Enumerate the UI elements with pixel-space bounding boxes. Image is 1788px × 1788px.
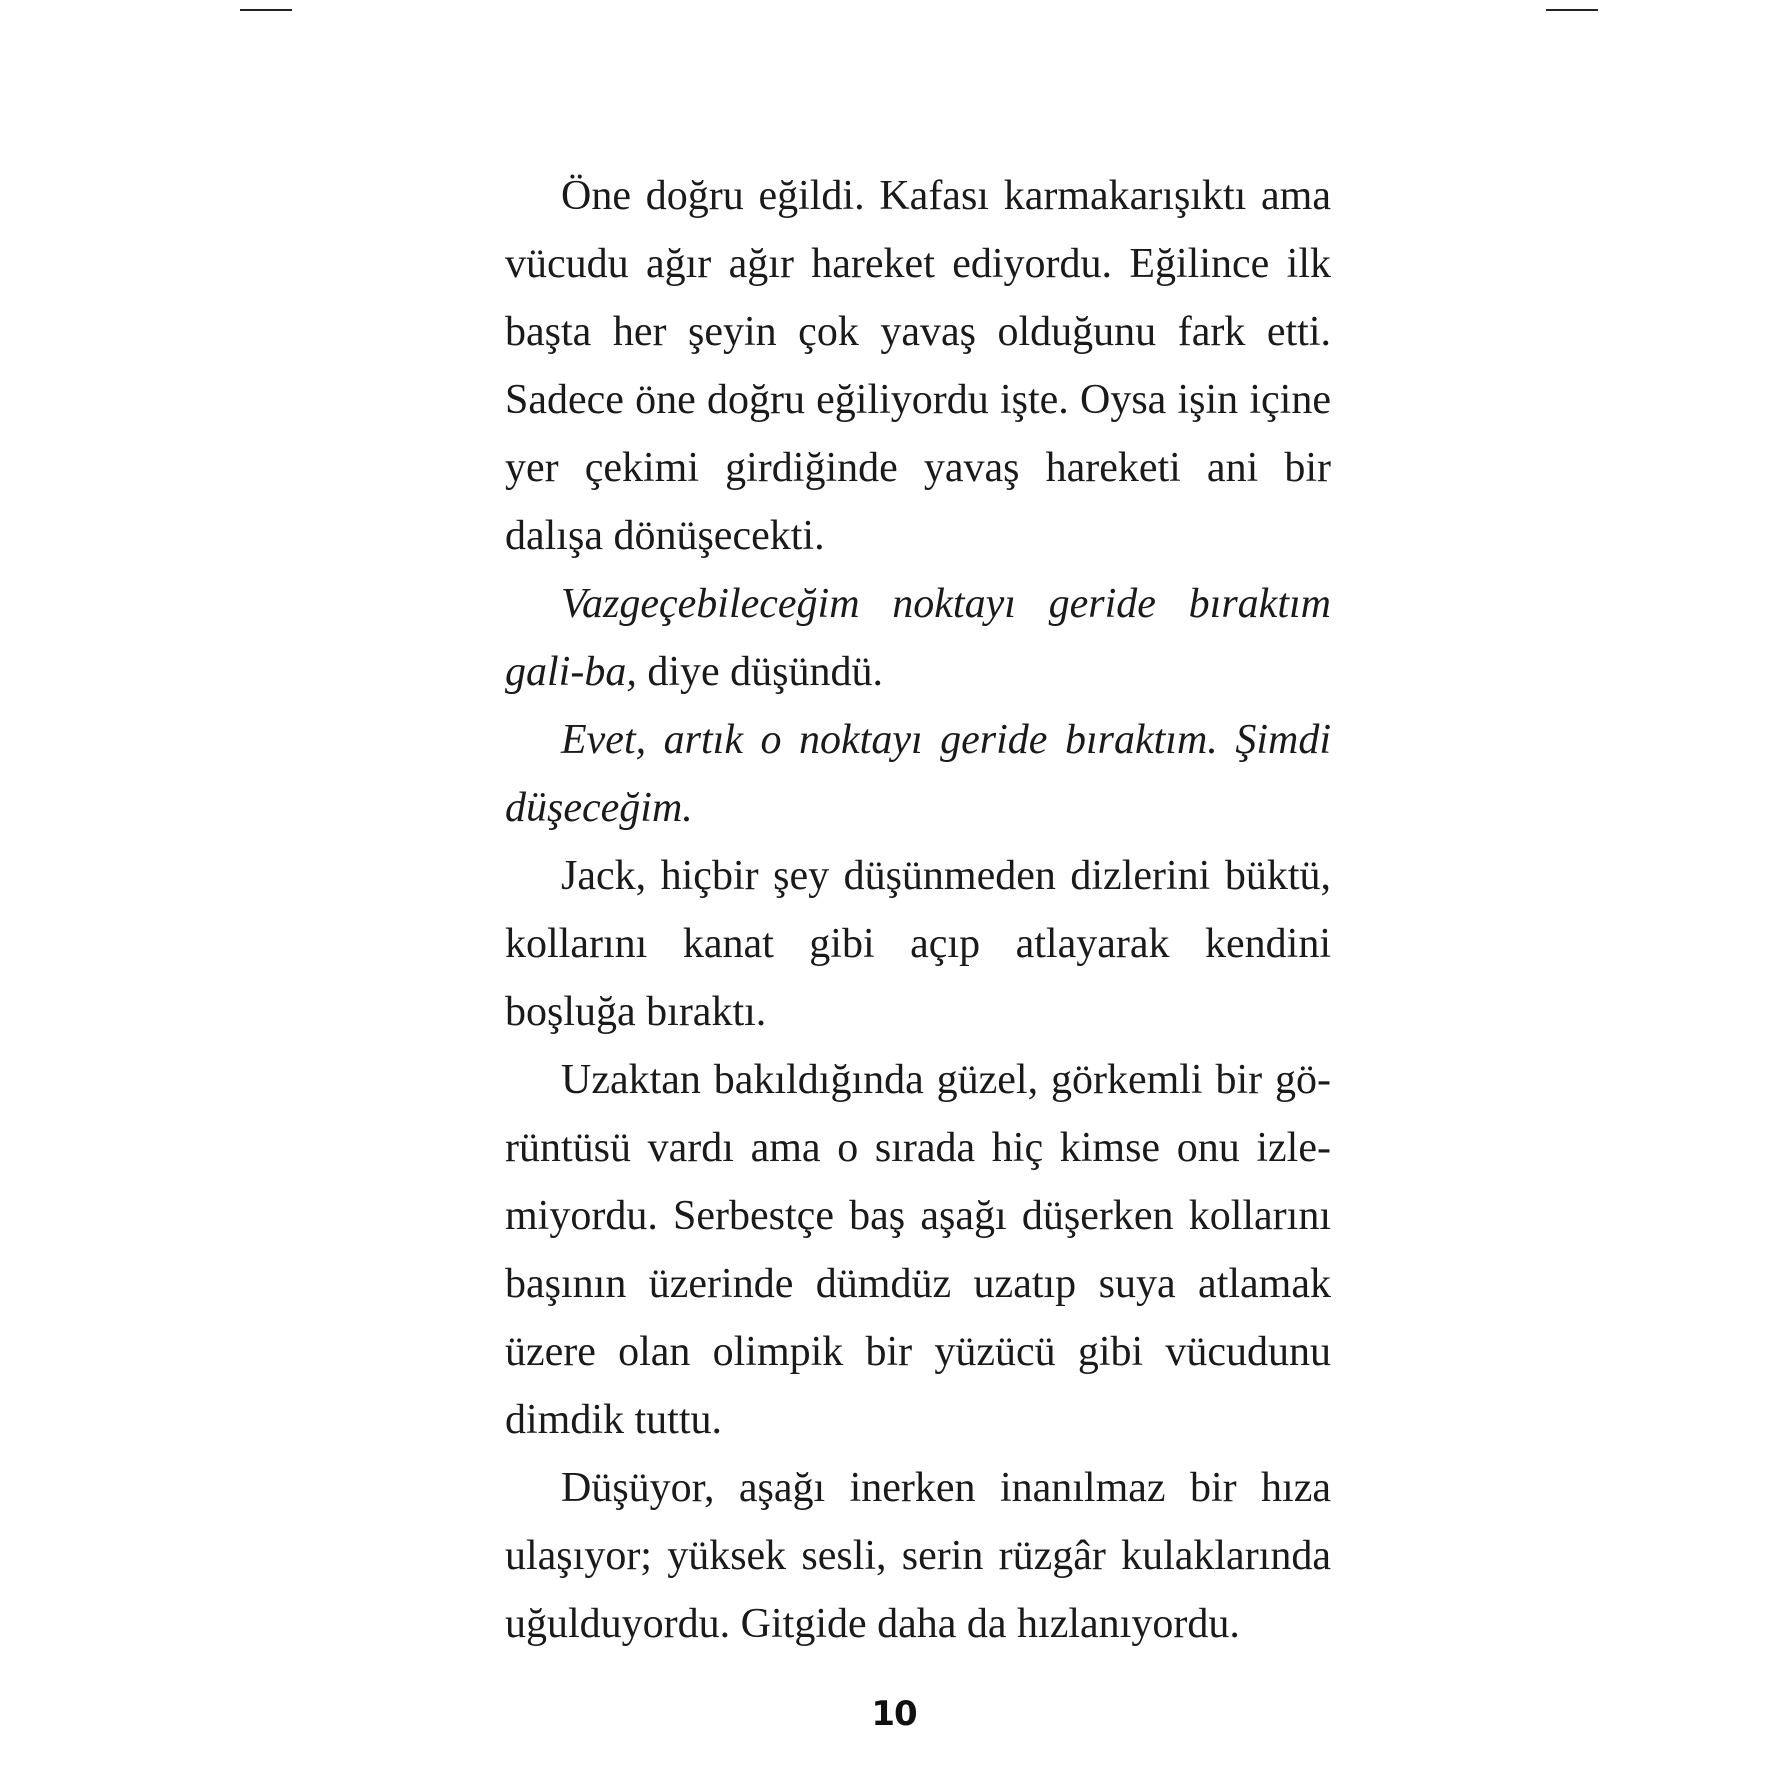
paragraph: Jack, hiçbir şey düşünmeden dizlerini büktü, kollarını kanat gibi açıp atlayarak kendini boşluğa bıraktı.: [505, 853, 1331, 1035]
paragraph: [505, 570, 1331, 706]
paragraph: Uzaktan bakıldığında güzel, görkemli bir görüntüsü vardı ama o sırada hiç kimse onu izlemiyordu. Serbestçe baş aşağı düşerken kollarını başının üzerinde dümdüz uzatıp suya atlamak üzere olan olimpik bir yüzücü gibi vücudunu dimdik tuttu.: [505, 1057, 1331, 1443]
body-text: [505, 162, 1331, 1658]
italic-thought: Vazgeçebileceğim noktayı geride bıraktım gali-ba,: [505, 581, 1331, 695]
crop-mark-right: [1546, 9, 1598, 11]
crop-mark-left: [240, 9, 292, 11]
page-number: 10: [871, 1694, 917, 1734]
paragraph-italic-thought: Evet, artık o noktayı geride bıraktım. Şimdi düşeceğim.: [505, 717, 1331, 831]
paragraph: Düşüyor, aşağı inerken inanılmaz bir hıza ulaşıyor; yüksek sesli, serin rüzgâr kulaklarında uğulduyordu. Gitgide daha da hızlanıyordu.: [505, 1465, 1331, 1647]
paragraph: Öne doğru eğildi. Kafası karmakarışıktı ama vücudu ağır ağır hareket ediyordu. Eğilince ilk başta her şeyin çok yavaş olduğunu fark etti. Sadece öne doğru eğiliyordu işte. Oysa işin içine yer çekimi girdiğinde yavaş hareketi ani bir dalışa dönüşecekti.: [505, 173, 1331, 559]
paragraph-text: diye düşündü.: [636, 649, 883, 695]
